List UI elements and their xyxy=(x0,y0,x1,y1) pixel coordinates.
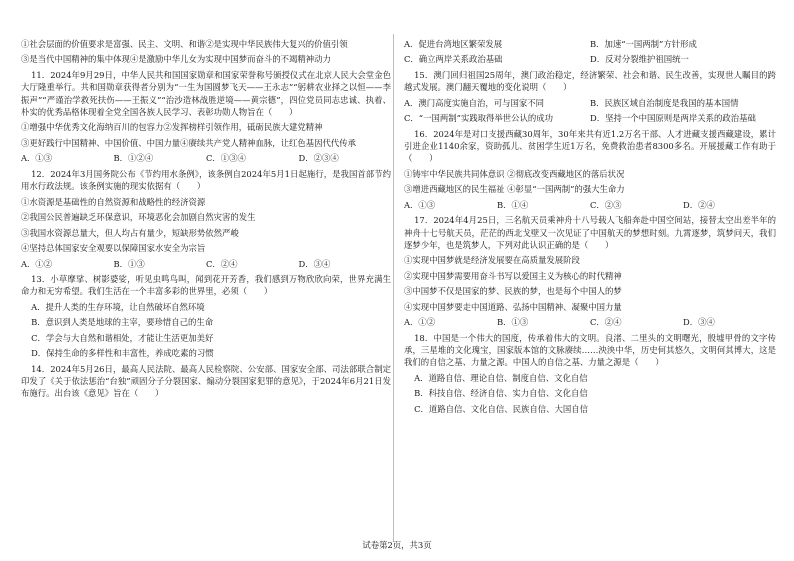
question-text: 11．2024年9月29日，中华人民共和国国家勋章和国家荣誉称号颁授仪式在北京人民大会堂金色大厅隆重举行。共和国勋章获得者分别为“一生为国圆梦飞天——王永志”“躬耕农业择之以恒——李振声”“严谨治学救死扶伤——王振义”“治沙造林战胜逆境——黄宗德”，四位党员同志忠诚、执着、朴实的优秀品格体现着全党全国各族人民学习、表彰功勋人物旨在（ ） xyxy=(21,69,391,117)
answer-choices xyxy=(404,97,776,109)
answer-choices xyxy=(404,316,776,328)
answer-choices xyxy=(404,112,776,124)
answer-option: D．②④ xyxy=(683,199,715,210)
question-text: 17．2024年4月25日，三名航天员乘神舟十八号载人飞船奔赴中国空间站，接替太空出差半年的神舟十七号航天员，茫茫的西北戈壁又一次见证了中国航天的梦想时刻。九霄逐梦，筑梦问天，我们逐梦少年，也是筑梦人，下列对此认识正确的是（ ） xyxy=(404,215,776,250)
left-column xyxy=(21,38,391,403)
answer-option: B．①②④ xyxy=(113,153,154,164)
question-text: ①增强中华优秀文化海纳百川的包容力②发挥榜样引领作用，砥砺民族大建党精神 xyxy=(21,122,323,133)
question-text: ④坚持总体国家安全观要以保障国家水安全为宗旨 xyxy=(21,243,206,254)
question-text: ①社会层面的价值要求是富强、民主、文明、和谐②是实现中华民族伟大复兴的价值引领 xyxy=(21,39,348,49)
answer-option: B．加速“一国两制”方针形成 xyxy=(590,39,697,49)
question-text: C．学会与大自然和谐相处，才能让生活更加美好 xyxy=(31,332,214,343)
answer-option: A．澳门高度实施自治，可与国家不同 xyxy=(404,97,545,108)
answer-choices xyxy=(404,199,776,211)
right-column xyxy=(404,38,776,418)
answer-option: B．①③ xyxy=(497,317,529,328)
question-text: 15．澳门回归祖国25周年，澳门政治稳定，经济繁荣、社会和谐、民生改善，实现世人瞩目的跨越式发展。澳门翻天覆地的变化说明（ ） xyxy=(404,69,776,93)
answer-choices xyxy=(21,258,391,270)
question-text: C．道路自信、文化自信、民族自信、大国自信 xyxy=(414,403,588,414)
question-text: ②我国公民普遍缺乏环保意识，环境恶化会加剧自然灾害的发生 xyxy=(21,212,256,223)
question-text: ②实现中国梦需要用奋斗书写以爱国主义为核心的时代精神 xyxy=(404,270,622,281)
answer-option: D．反对分裂维护祖国统一 xyxy=(590,54,689,65)
answer-option: D．②③④ xyxy=(298,153,339,164)
answer-option: A．促进台湾地区繁荣发展 xyxy=(404,39,503,49)
answer-option: D．③④ xyxy=(683,317,715,328)
answer-choices xyxy=(404,53,776,65)
question-text: ③更好践行中国精神、中国价值、中国力量④赓续共产党人精神血脉，让红色基因代代传承 xyxy=(21,137,356,148)
question-text: A．提升人类的生存环境，让自然破坏自然环境 xyxy=(31,301,205,312)
question-text: D．保持生命的多样性和丰富性，养成吃素的习惯 xyxy=(31,348,214,359)
question-text: A．道路自信、理论自信、制度自信、文化自信 xyxy=(414,372,588,383)
question-text: 12．2024年3月国务院公布《节约用水条例》，该条例自2024年5月1日起施行，是我国首部节约用水行政法规。该条例实施的现实依据有（ ） xyxy=(21,168,391,192)
page-footer: 试卷第2页，共3页 xyxy=(362,540,432,550)
answer-option: A．①③ xyxy=(404,199,436,210)
answer-option: C．确立两岸关系政治基础 xyxy=(404,54,503,65)
question-text: 18．中国是一个伟大的国度，传承着伟大的文明。良渚、二里头的文明曙光，殷墟甲骨的文字传承，三星堆的文化瑰宝，国家版本馆的文脉赓续……泱泱中华，历史何其悠久，文明何其博大，这是我们的自信之基、力量之源。中国人的自信之基、力量之源是（ ） xyxy=(404,332,776,368)
answer-option: D．坚持一个中国原则是两岸关系的政治基础 xyxy=(590,113,756,124)
question-text: ①铸牢中华民族共同体意识 ②彻底改变西藏地区的落后状况 xyxy=(404,168,625,179)
question-text: ③我国水资源总量大，但人均占有量少，短缺形势依然严峻 xyxy=(21,227,239,238)
answer-option: C．②④ xyxy=(206,258,238,269)
question-text: ①实现中国梦就是经济发展要在高质量发展阶段 xyxy=(404,255,580,266)
answer-option: D．③④ xyxy=(298,258,331,269)
question-text: 14．2024年5月26日，最高人民法院、最高人民检察院、公安部、国家安全部、司法部联合制定印发了《关于依法惩治“台独”顽固分子分裂国家、煽动分裂国家犯罪的意见》，于2024年6月21日发布施行。出台该《意见》旨在（ ） xyxy=(21,363,391,399)
question-text: ③中国梦不仅是国家的梦、民族的梦，也是每个中国人的梦 xyxy=(404,286,622,297)
answer-option: A．①② xyxy=(404,317,436,328)
answer-option: C．“一国两制”实践取得举世公认的成功 xyxy=(404,113,553,124)
answer-option: A．①② xyxy=(21,258,53,269)
question-text: 13．小草摩挲、树影婆娑，听见虫鸣鸟叫，闻到花开芳香，我们感到万物欣欣向荣，世界充满生命力和无穷希望。我们生活在一个丰富多彩的世界里，必须（ ） xyxy=(21,274,391,297)
answer-option: B．①③ xyxy=(113,258,145,269)
column-divider xyxy=(393,34,394,542)
question-text: ①水资源是基础性的自然资源和战略性的经济资源 xyxy=(21,196,206,207)
answer-option: C．①③④ xyxy=(206,153,246,164)
question-text: ③是当代中国精神的集中体现④是激励中华儿女为实现中国梦而奋斗的不竭精神动力 xyxy=(21,54,331,65)
answer-option: C．②③ xyxy=(590,199,622,210)
question-text: 16．2024年是对口支援西藏30周年，30年来共有近1.2万名干部、人才进藏支援西藏建设，累计引进企业1140余家，资助孤儿、贫困学生近1万名，免费救治患者8300多名。开展援藏工作有助于（ ） xyxy=(404,128,776,164)
question-text: B．科技自信、经济自信、实力自信、文化自信 xyxy=(414,388,588,399)
answer-choices xyxy=(404,38,776,50)
question-text: B．意识到人类是地球的主宰，要珍惜自己的生命 xyxy=(31,317,214,328)
answer-option: B．民族区域自治制度是我国的基本国情 xyxy=(590,97,739,108)
answer-option: A．①③ xyxy=(21,153,53,164)
answer-option: C．②④ xyxy=(590,317,622,328)
answer-choices xyxy=(21,152,391,164)
answer-option: B．①④ xyxy=(497,199,529,210)
question-text: ④实现中国梦要走中国道路、弘扬中国精神、凝聚中国力量 xyxy=(404,301,622,312)
question-text: ③增进西藏地区的民生福祉 ④彰显“一国两制”的强大生命力 xyxy=(404,184,625,195)
